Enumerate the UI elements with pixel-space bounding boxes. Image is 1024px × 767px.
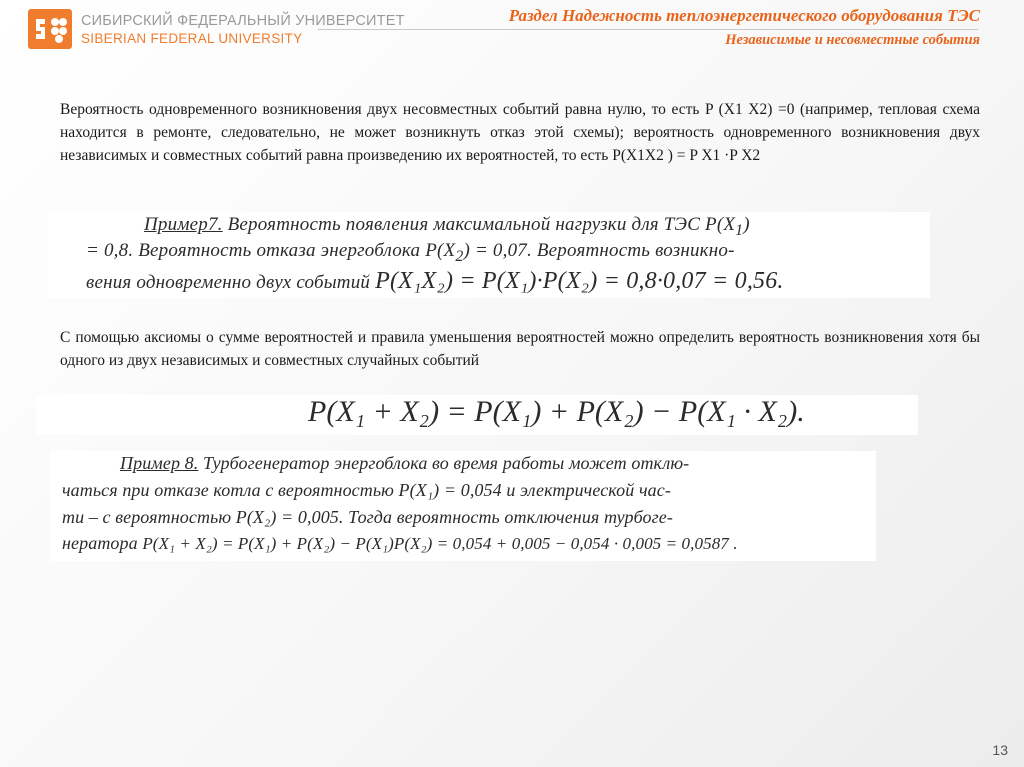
example8-line1-text: Турбогенератор энергоблока во время работы может отклю- [198,453,690,473]
paragraph-incompatible-events: Вероятность одновременного возникновения двух несовместных событий равна нулю, то есть P (X1 X2) =0 (например, тепловая схема находится в ремонте, следовательно, не может возникнуть отказ этой схемы); вероятность одновременного возникновения двух независимых и совместных событий равна произведению их вероятностей, то есть Р(X1X2 ) = P X1 ·P X2 [60,101,980,164]
example8-box [50,451,876,561]
example7-line2-text: = 0,8. Вероятность отказа энергоблока P(X [86,240,456,261]
example7-line1-text: Вероятность появления максимальной нагрузки для ТЭС P(X [222,214,736,235]
example7-formula: P(X₁X₂) = P(X₁)·P(X₂) = 0,8·0,07 = 0,56. [375,268,784,294]
example7-box [48,212,930,298]
example8-line2: чаться при отказе котла с вероятностью P(X₁) = 0,054 и электрической час- [62,480,671,500]
example8-line4 [62,533,738,554]
section-subtitle: Независимые и несовместные события [725,32,980,48]
example8-line3: ти – с вероятностью P(X₂) = 0,005. Тогда вероятность отключения турбоге- [62,507,673,527]
paragraph-sum-axiom: С помощью аксиомы о сумме вероятностей и правила уменьшения вероятностей можно определить вероятность возникновения хотя бы одного из двух независимых и совместных случайных событий [60,329,980,369]
sum-formula: P(X₁ + X₂) = P(X₁) + P(X₂) − P(X₁ · X₂). [308,395,805,428]
section-title: Раздел Надежность теплоэнергетического оборудования ТЭС [508,6,980,25]
example7-line2: = 0,8. Вероятность отказа энергоблока $P(X_2) = 0,07$. Вероятность возникно- [86,240,735,265]
logo-text-en: SIBERIAN FEDERAL UNIVERSITY [81,31,303,46]
example8-line4-word: нератора [62,533,143,553]
example7-line3-text: вения одновременно двух событий [86,272,376,293]
sum-formula-box [36,395,918,435]
page-number: 13 [992,742,1008,758]
example7-line1-end: ) [743,214,750,235]
example8-formula: P(X₁ + X₂) = P(X₁) + P(X₂) − P(X₁)P(X₂) = 0,054 + 0,005 − 0,054 · 0,005 = 0,0587 . [142,534,738,553]
example8-line1 [120,453,689,474]
header-divider [318,29,978,30]
logo-text-ru: СИБИРСКИЙ ФЕДЕРАЛЬНЫЙ УНИВЕРСИТЕТ [81,13,405,29]
example8-label: Пример 8. [120,453,199,473]
example7-line1: Пример7. Вероятность появления максимальной нагрузки для ТЭС $P(X_1)$ [144,214,750,239]
example7-line2-mid: ) = 0,07. Вероятность возникно- [463,240,735,261]
example7-label: Пример7. [144,214,223,235]
university-logo-icon [28,9,72,49]
example7-line3 [86,268,784,295]
university-logo [28,9,405,51]
